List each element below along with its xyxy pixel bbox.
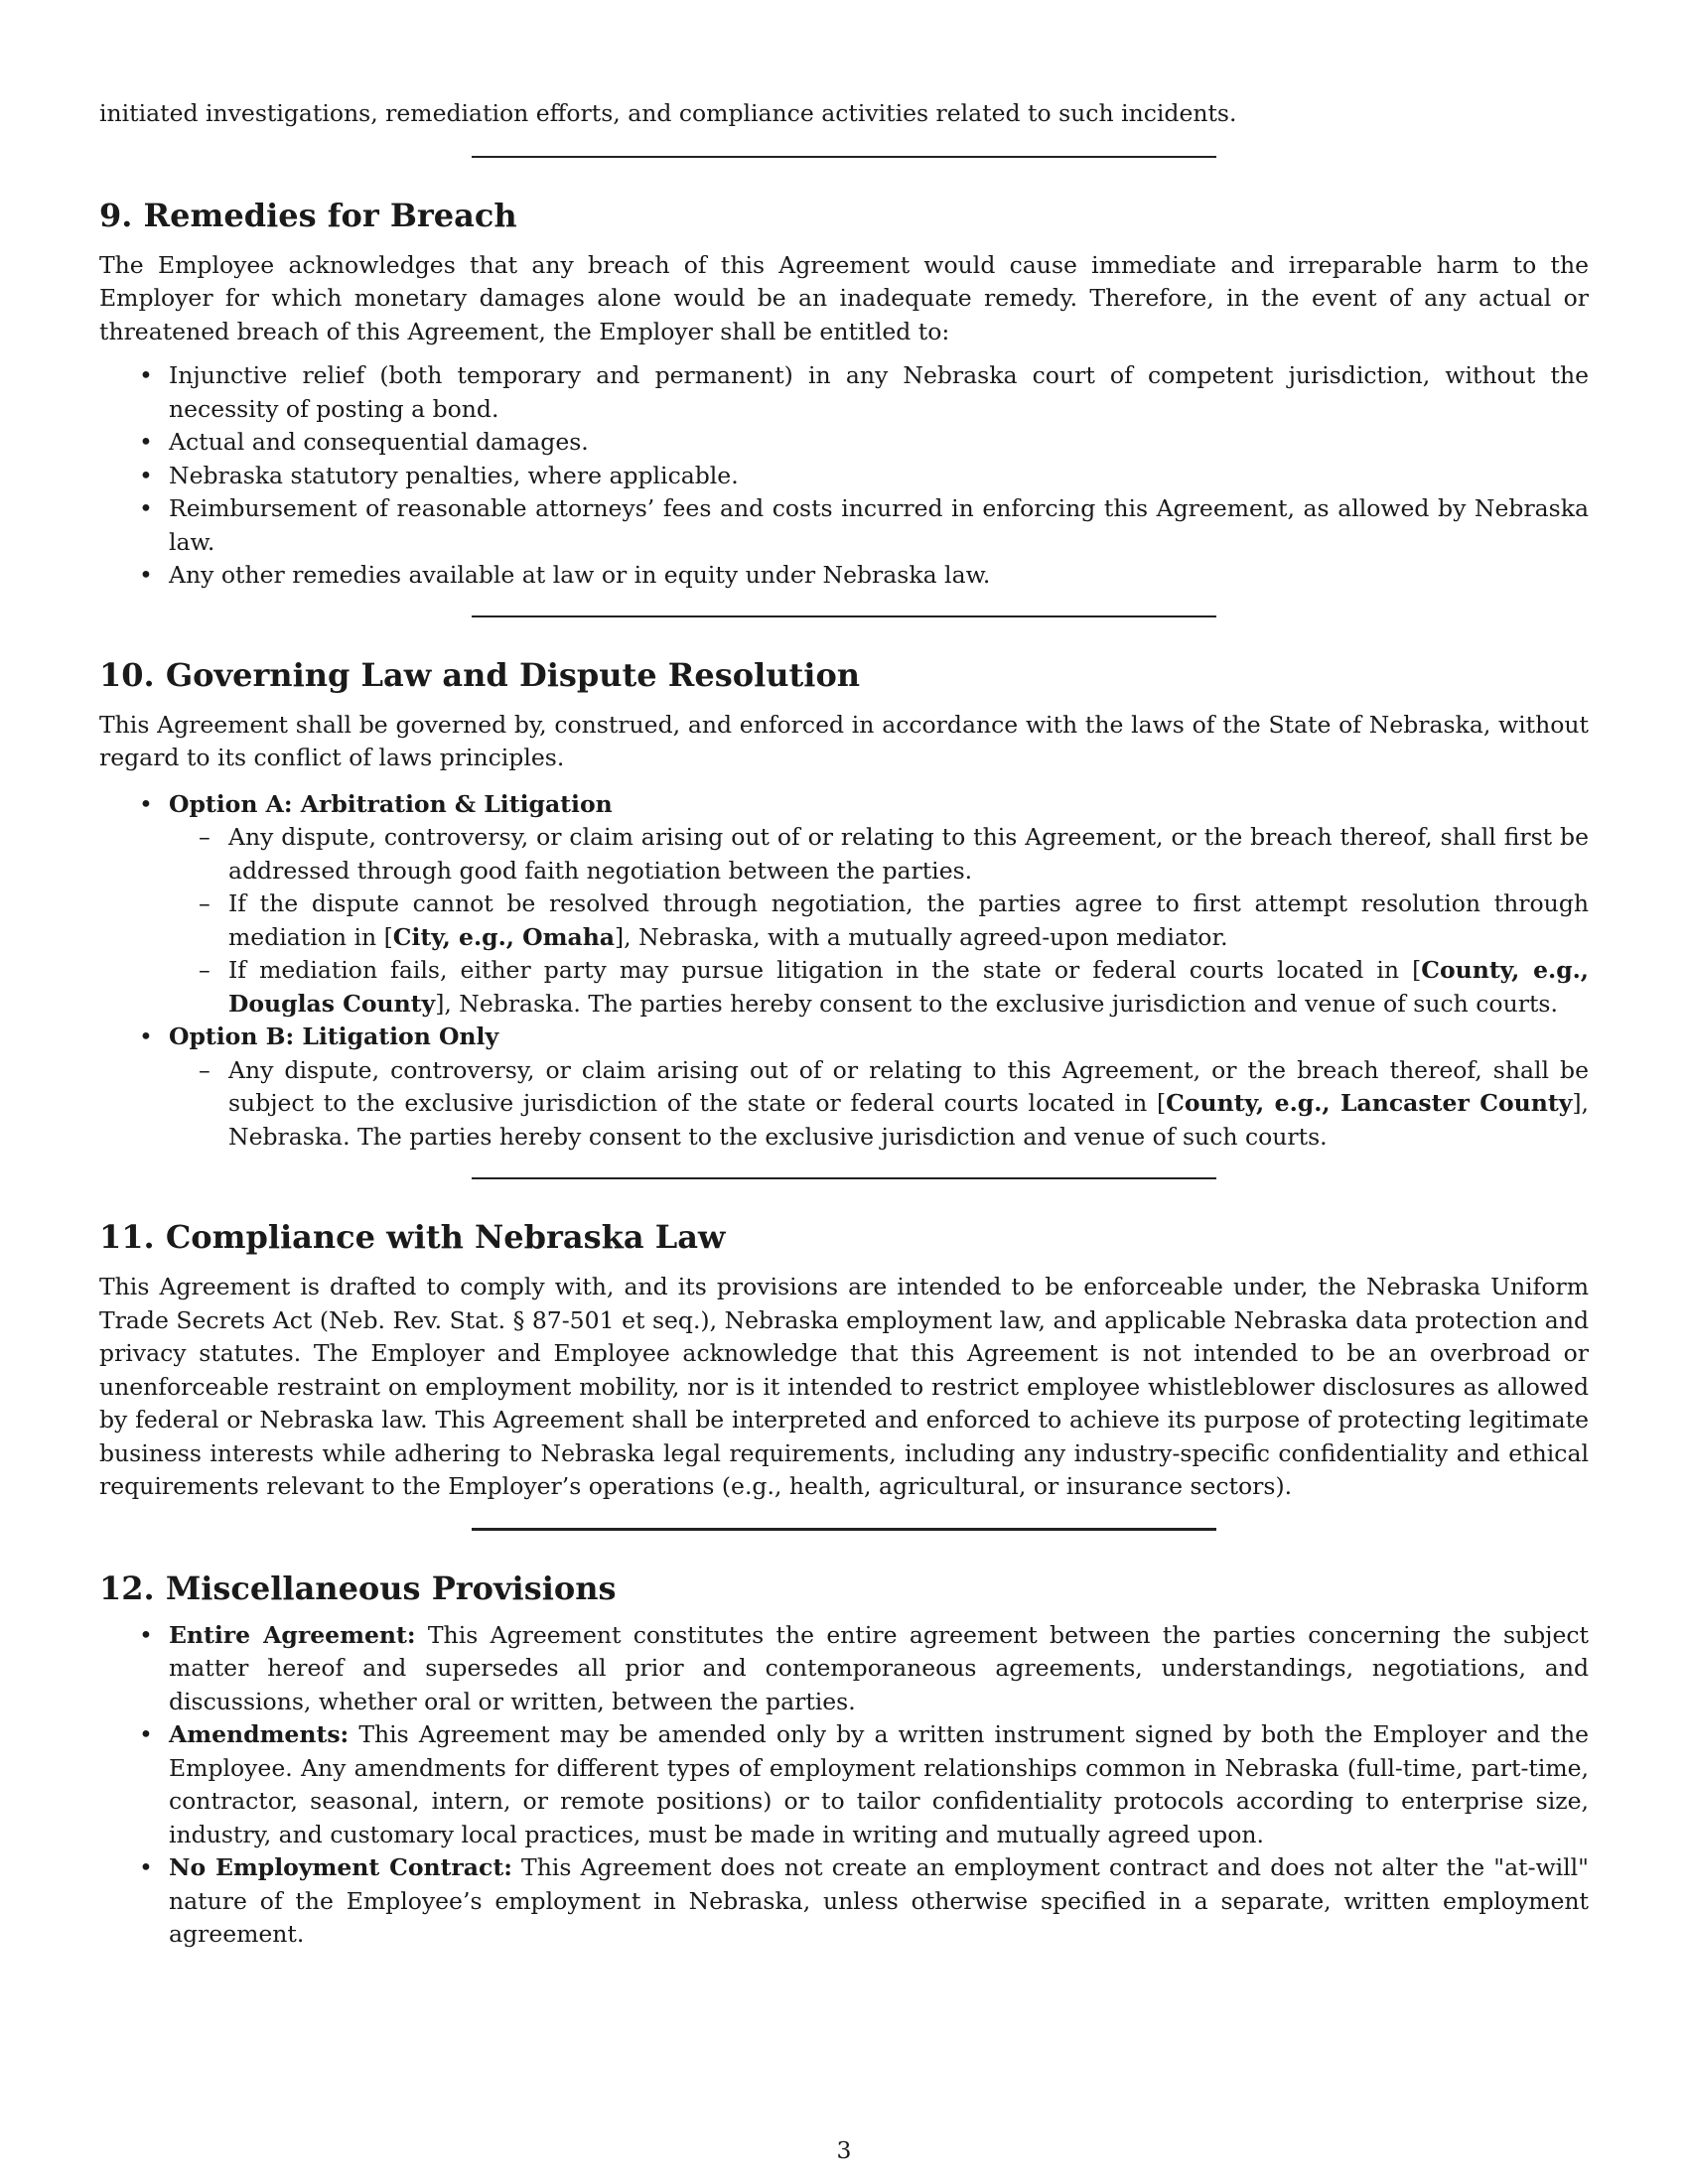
- option-b-title: Option B: Litigation Only: [169, 1023, 499, 1050]
- page-number: 3: [836, 2136, 852, 2164]
- section-divider: [472, 615, 1216, 617]
- provision-label: No Employment Contract:: [169, 1853, 512, 1881]
- city-placeholder: City, e.g., Omaha: [392, 922, 616, 951]
- list-item: • Nebraska statutory penalties, where applicable.: [99, 460, 1589, 493]
- section-divider: [472, 156, 1216, 158]
- county-placeholder: County, e.g., Douglas County: [228, 956, 1589, 1018]
- list-item: – Any dispute, controversy, or claim arising out of or relating to this Agreement, or the breach thereof, shall be subject to the exclusive jurisdiction of the state or federal courts located in [County, e.g., Lancaster County], Nebraska. The parties hereby consent to the exclusive jurisdiction and venue of such courts.: [169, 1054, 1589, 1155]
- section-10-options-list: [99, 788, 1589, 1155]
- document-page: [99, 97, 1589, 1952]
- section-11-heading: 11. Compliance with Nebraska Law: [99, 1218, 726, 1256]
- list-item: • Amendments: This Agreement may be amended only by a written instrument signed by both the Employer and the Employee. Any amendments for different types of employment relationships common in Nebraska (full-time, part-time, contractor, seasonal, intern, or remote positions) or to tailor confidentiality protocols according to enterprise size, industry, and customary local practices, must be made in writing and mutually agreed upon.: [99, 1718, 1589, 1851]
- section-12-list: [99, 1619, 1589, 1952]
- list-item: • Entire Agreement: This Agreement constitutes the entire agreement between the parties concerning the subject matter hereof and supersedes all prior and contemporaneous agreements, understandings, negotiations, and discussions, whether oral or written, between the parties.: [99, 1619, 1589, 1719]
- intro-fragment: initiated investigations, remediation efforts, and compliance activities related to such incidents.: [99, 99, 1237, 127]
- section-10-paragraph: This Agreement shall be governed by, construed, and enforced in accordance with the laws of the State of Nebraska, without regard to its conflict of laws principles.: [99, 710, 1589, 771]
- section-11-paragraph: This Agreement is drafted to comply with, and its provisions are intended to be enforceable under, the Nebraska Uniform Trade Secrets Act (Neb. Rev. Stat. § 87-501 et seq.), Nebraska employment law, and applicable Nebraska data protection and privacy statutes. The Employer and Employee acknowledge that this Agreement is not intended to be an overbroad or unenforceable restraint on employment mobility, nor is it intended to restrict employee whistleblower disclosures as allowed by federal or Nebraska law. This Agreement shall be interpreted and enforced to achieve its purpose of protecting legitimate business interests while adhering to Nebraska legal requirements, including any industry-specific confidentiality and ethical requirements relevant to the Employer’s operations (e.g., health, agricultural, or insurance sectors).: [99, 1273, 1589, 1500]
- section-9-list: [99, 359, 1589, 593]
- section-9-paragraph: The Employee acknowledges that any breach of this Agreement would cause immediate and irreparable harm to the Employer for which monetary damages alone would be an inadequate remedy. Therefore, in the event of any actual or threatened breach of this Agreement, the Employer shall be entitled to:: [99, 250, 1589, 345]
- section-9-heading: 9. Remedies for Breach: [99, 196, 517, 234]
- list-item: • No Employment Contract: This Agreement does not create an employment contract and does not alter the "at-will" nature of the Employee’s employment in Nebraska, unless otherwise specified in a separate, written employment agreement.: [99, 1851, 1589, 1952]
- list-item: – If the dispute cannot be resolved through negotiation, the parties agree to first attempt resolution through mediation in [City, e.g., Omaha], Nebraska, with a mutually agreed-upon mediator.: [169, 887, 1589, 954]
- section-12-heading: 12. Miscellaneous Provisions: [99, 1569, 617, 1607]
- list-item: • Injunctive relief (both temporary and permanent) in any Nebraska court of competent jurisdiction, without the necessity of posting a bond.: [99, 359, 1589, 426]
- provision-label: Entire Agreement:: [169, 1620, 416, 1649]
- list-item: – If mediation fails, either party may pursue litigation in the state or federal courts located in [County, e.g., Douglas County], Nebraska. The parties hereby consent to the exclusive jurisdiction and venue of such courts.: [169, 954, 1589, 1021]
- option-a-title: Option A: Arbitration & Litigation: [169, 789, 613, 818]
- list-item: – Any dispute, controversy, or claim arising out of or relating to this Agreement, or the breach thereof, shall first be addressed through good faith negotiation between the parties.: [169, 821, 1589, 887]
- county-placeholder: County, e.g., Lancaster County: [1166, 1089, 1573, 1117]
- section-divider: [472, 1528, 1216, 1531]
- list-item: • Reimbursement of reasonable attorneys’ fees and costs incurred in enforcing this Agreement, as allowed by Nebraska law.: [99, 492, 1589, 559]
- list-item: • Any other remedies available at law or in equity under Nebraska law.: [99, 559, 1589, 593]
- section-divider: [472, 1177, 1216, 1179]
- list-item: • Actual and consequential damages.: [99, 426, 1589, 460]
- option-a-item: [99, 788, 1589, 1022]
- option-b-sublist: [169, 1054, 1589, 1155]
- section-10-heading: 10. Governing Law and Dispute Resolution: [99, 655, 861, 694]
- option-a-sublist: [169, 821, 1589, 1021]
- option-b-item: [99, 1021, 1589, 1154]
- provision-label: Amendments:: [169, 1720, 350, 1748]
